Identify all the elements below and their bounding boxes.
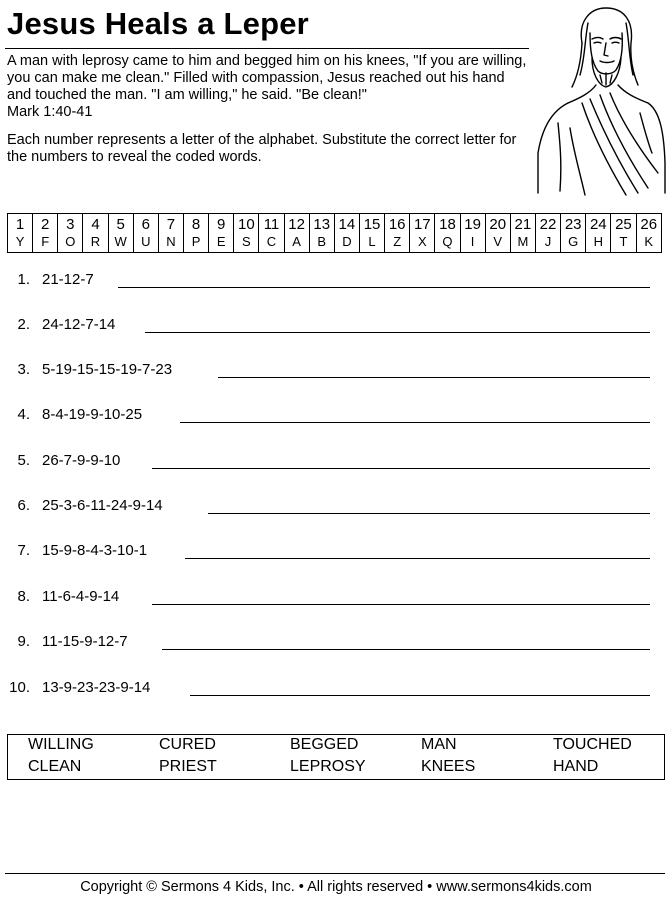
- puzzle-code: 13-9-23-23-9-14: [42, 679, 151, 696]
- puzzle-row: [0, 679, 672, 701]
- cipher-letter: K: [644, 234, 654, 249]
- cipher-number: 19: [464, 216, 481, 233]
- cipher-number: 26: [640, 216, 658, 233]
- cipher-number: 2: [41, 216, 50, 233]
- cipher-cell: [435, 214, 460, 253]
- puzzle-number: 9.: [17, 633, 30, 650]
- puzzle-number: 5.: [17, 452, 30, 469]
- word-bank-item: MAN: [421, 736, 457, 753]
- cipher-number: 16: [388, 216, 406, 233]
- answer-line[interactable]: [185, 558, 650, 559]
- cipher-cell: [611, 214, 636, 253]
- cipher-number: 13: [313, 216, 331, 233]
- cipher-cell: [259, 214, 284, 253]
- cipher-letter: T: [619, 234, 628, 249]
- cipher-number: 14: [338, 216, 356, 233]
- cipher-cell: [209, 214, 234, 253]
- cipher-cell: [410, 214, 435, 253]
- cipher-number: 11: [263, 216, 280, 233]
- cipher-number: 3: [66, 216, 75, 233]
- puzzle-row: [0, 406, 672, 428]
- cipher-letter: Q: [442, 234, 453, 249]
- cipher-cell: [108, 214, 133, 253]
- cipher-cell: [8, 214, 33, 253]
- footer-divider: [5, 873, 665, 874]
- puzzle-row: [0, 271, 672, 293]
- cipher-letter: J: [544, 234, 552, 249]
- puzzle-code: 24-12-7-14: [42, 316, 116, 333]
- cipher-number: 18: [439, 216, 456, 233]
- word-bank: [7, 734, 665, 780]
- word-bank-item: KNEES: [421, 758, 476, 775]
- cipher-cell: [510, 214, 535, 253]
- puzzle-code: 26-7-9-9-10: [42, 452, 121, 469]
- cipher-cell: [83, 214, 108, 253]
- cipher-number: 10: [237, 216, 255, 233]
- word-bank-item: TOUCHED: [553, 736, 632, 753]
- word-bank-item: PRIEST: [159, 758, 217, 775]
- verse-reference: Mark 1:40-41: [7, 104, 93, 120]
- cipher-letter: L: [368, 234, 376, 249]
- cipher-letter: D: [342, 234, 352, 249]
- title-divider: [5, 48, 529, 49]
- cipher-cell: [133, 214, 158, 253]
- answer-line[interactable]: [145, 332, 650, 333]
- cipher-cell: [385, 214, 410, 253]
- cipher-letter: Z: [393, 234, 402, 249]
- cipher-letter: O: [65, 234, 76, 249]
- cipher-letter: Y: [15, 234, 25, 249]
- cipher-letter: W: [114, 234, 127, 249]
- cipher-number: 22: [539, 216, 557, 233]
- puzzle-row: [0, 542, 672, 564]
- puzzle-number: 3.: [17, 361, 30, 378]
- cipher-letter: N: [166, 234, 176, 249]
- cipher-letter: I: [470, 234, 475, 249]
- puzzle-code: 5-19-15-15-19-7-23: [42, 361, 173, 378]
- jesus-illustration: [530, 3, 668, 198]
- cipher-cell: [334, 214, 359, 253]
- scripture-passage: [7, 53, 532, 121]
- puzzle-number: 7.: [17, 542, 30, 559]
- footer-copyright: Copyright © Sermons 4 Kids, Inc. • All rights reserved • www.sermons4kids.com: [80, 879, 592, 895]
- cipher-number: 20: [489, 216, 507, 233]
- word-bank-item: BEGGED: [290, 736, 359, 753]
- puzzle-number: 6.: [17, 497, 30, 514]
- cipher-letter: B: [317, 234, 327, 249]
- cipher-cell: [586, 214, 611, 253]
- word-bank-item: LEPROSY: [290, 758, 366, 775]
- cipher-number: 23: [564, 216, 582, 233]
- word-bank-item: HAND: [553, 758, 599, 775]
- word-bank-item: CLEAN: [28, 758, 82, 775]
- cipher-letter: S: [242, 234, 251, 249]
- cipher-cell: [309, 214, 334, 253]
- puzzle-row: [0, 316, 672, 338]
- cipher-cell: [561, 214, 586, 253]
- cipher-number: 4: [91, 216, 100, 233]
- cipher-number: 15: [363, 216, 381, 233]
- cipher-letter: V: [493, 234, 503, 249]
- cipher-letter: C: [266, 234, 277, 249]
- cipher-number: 25: [615, 216, 632, 233]
- cipher-number: 5: [116, 216, 125, 233]
- answer-line[interactable]: [208, 513, 650, 514]
- cipher-letter: H: [593, 234, 603, 249]
- page-title: Jesus Heals a Leper: [7, 6, 309, 41]
- answer-line[interactable]: [118, 287, 650, 288]
- cipher-cell: [535, 214, 560, 253]
- cipher-number: 9: [217, 216, 226, 233]
- cipher-cell: [58, 214, 83, 253]
- answer-line[interactable]: [162, 649, 650, 650]
- answer-line[interactable]: [218, 377, 650, 378]
- cipher-number: 6: [141, 216, 150, 233]
- puzzle-code: 8-4-19-9-10-25: [42, 406, 143, 423]
- puzzle-code: 15-9-8-4-3-10-1: [42, 542, 148, 559]
- answer-line[interactable]: [180, 422, 650, 423]
- instructions: Each number represents a letter of the alphabet. Substitute the correct letter for the numbers to reveal the coded words.: [7, 132, 517, 165]
- cipher-number: 8: [191, 216, 201, 233]
- verse-text: A man with leprosy came to him and begged him on his knees, "If you are willing, you can make me clean." Filled with compassion, Jesus reached out his hand and touched the man. "I am willing," he said. "Be clean!": [7, 53, 527, 103]
- cipher-cell: [359, 214, 384, 253]
- answer-line[interactable]: [190, 695, 650, 696]
- puzzle-number: 2.: [17, 316, 30, 333]
- puzzle-row: [0, 497, 672, 519]
- puzzle-code: 21-12-7: [42, 271, 94, 288]
- cipher-letter: A: [292, 234, 301, 249]
- cipher-letter: P: [191, 234, 201, 249]
- puzzle-number: 8.: [17, 588, 30, 605]
- puzzle-number: 10.: [9, 679, 30, 696]
- cipher-cell: [158, 214, 183, 253]
- puzzle-number: 4.: [17, 406, 30, 423]
- word-bank-item: CURED: [159, 736, 216, 753]
- cipher-letter: M: [517, 234, 529, 249]
- puzzle-row: [0, 633, 672, 655]
- cipher-cell: [183, 214, 208, 253]
- puzzle-row: [0, 361, 672, 383]
- cipher-number: 1: [15, 216, 25, 233]
- cipher-letter: E: [216, 234, 226, 249]
- cipher-number: 17: [413, 216, 431, 233]
- cipher-number: 12: [288, 216, 305, 233]
- cipher-cell: [485, 214, 510, 253]
- puzzle-row: [0, 452, 672, 474]
- puzzle-row: [0, 588, 672, 610]
- word-bank-item: WILLING: [28, 736, 94, 753]
- cipher-cell: [33, 214, 58, 253]
- cipher-letter: G: [568, 234, 579, 249]
- cipher-cell: [234, 214, 259, 253]
- puzzle-code: 11-15-9-12-7: [42, 633, 128, 650]
- cipher-letter: X: [417, 234, 427, 249]
- answer-line[interactable]: [152, 468, 650, 469]
- answer-line[interactable]: [152, 604, 650, 605]
- cipher-letter: F: [41, 234, 50, 249]
- cipher-letter: U: [141, 234, 151, 249]
- cipher-cell: [636, 214, 661, 253]
- cipher-letter: R: [90, 234, 101, 249]
- puzzle-code: 11-6-4-9-14: [42, 588, 120, 605]
- cipher-number: 21: [514, 216, 532, 233]
- puzzle-number: 1.: [17, 271, 30, 288]
- cipher-number: 7: [166, 216, 176, 233]
- cipher-key-table: [7, 213, 662, 253]
- cipher-cell: [284, 214, 309, 253]
- cipher-cell: [460, 214, 485, 253]
- cipher-number: 24: [589, 216, 607, 233]
- puzzle-code: 25-3-6-11-24-9-14: [42, 497, 163, 514]
